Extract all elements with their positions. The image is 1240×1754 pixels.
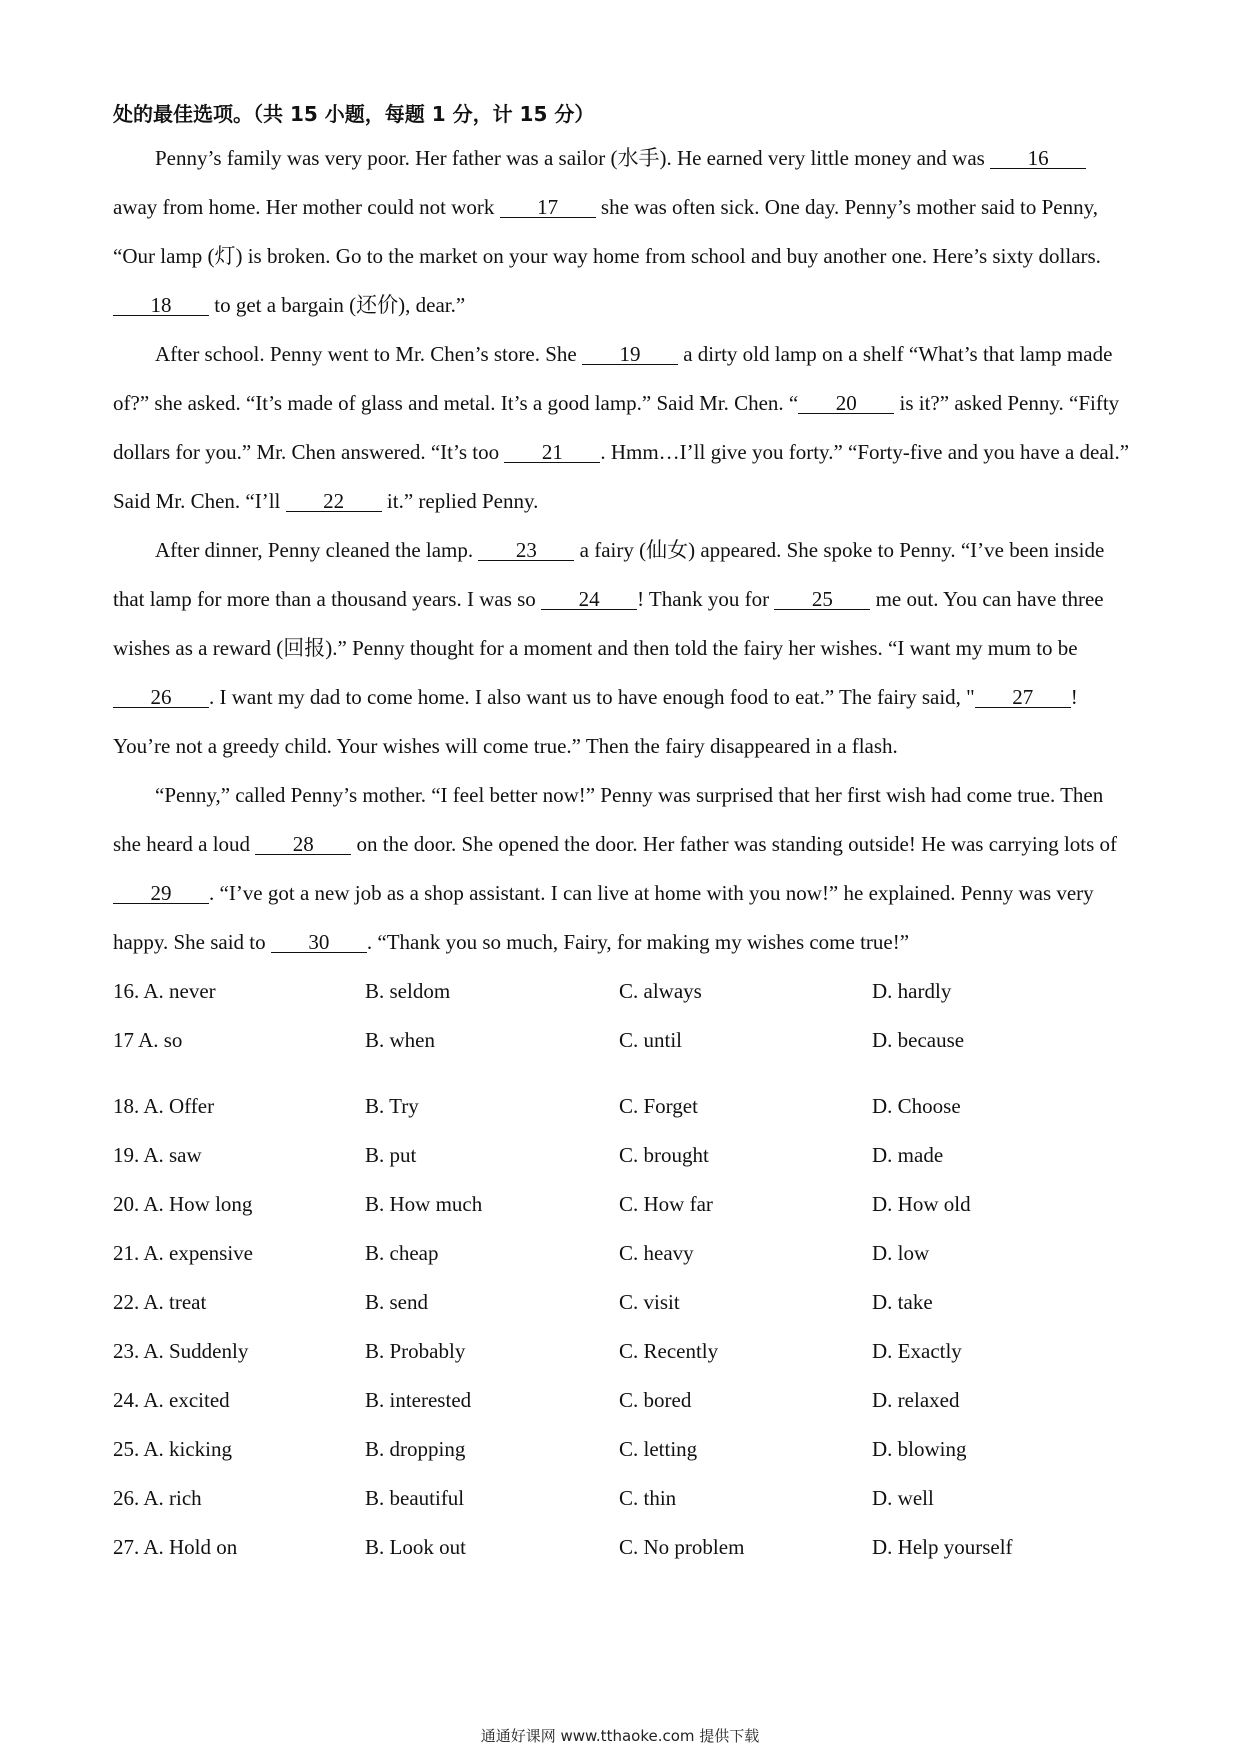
option-b: B. cheap xyxy=(365,1241,439,1265)
question-row-24 xyxy=(113,1376,1133,1425)
option-a: 20. A. How long xyxy=(113,1192,253,1216)
option-d: D. take xyxy=(872,1290,933,1314)
option-a: 27. A. Hold on xyxy=(113,1535,238,1559)
question-row-21 xyxy=(113,1229,1133,1278)
passage-text: me out. You can have three wishes as a reward (回报).” Penny thought for a moment and then told the fairy her wishes. “I want my mum to be xyxy=(113,587,1104,660)
option-c: C. heavy xyxy=(619,1241,694,1265)
option-b: B. beautiful xyxy=(365,1486,465,1510)
option-c: C. brought xyxy=(619,1143,709,1167)
answer-options xyxy=(113,967,1133,1572)
passage-text: away from home. Her mother could not work xyxy=(113,195,500,219)
question-row-27 xyxy=(113,1523,1133,1572)
option-a: 24. A. excited xyxy=(113,1388,230,1412)
option-b: B. dropping xyxy=(365,1437,466,1461)
option-b: B. seldom xyxy=(365,979,451,1003)
passage-text: ! You’re not a greedy child. Your wishes will come true.” Then the fairy disappeared in a flash. xyxy=(113,685,1078,758)
option-b: B. interested xyxy=(365,1388,472,1412)
question-row-23 xyxy=(113,1327,1133,1376)
option-b: B. send xyxy=(365,1290,428,1314)
question-row-16 xyxy=(113,967,1133,1016)
cloze-passage xyxy=(113,134,1133,967)
passage-paragraph-2 xyxy=(113,330,1133,526)
passage-text: a dirty old lamp on a shelf “What’s that lamp made of?” she asked. “It’s made of glass and metal. It’s a good lamp.” Said Mr. Chen. “ xyxy=(113,342,1113,415)
blank-29: 29 xyxy=(113,883,209,904)
option-c: C. thin xyxy=(619,1486,677,1510)
passage-text: is it?” asked Penny. “Fifty dollars for you.” Mr. Chen answered. “It’s too xyxy=(113,391,1120,464)
option-a: 18. A. Offer xyxy=(113,1094,215,1118)
option-b: B. Probably xyxy=(365,1339,466,1363)
passage-text: to get a bargain (还价), dear.” xyxy=(209,293,466,317)
passage-text: After school. Penny went to Mr. Chen’s store. She xyxy=(155,342,582,366)
blank-16: 16 xyxy=(990,148,1086,169)
option-a: 23. A. Suddenly xyxy=(113,1339,249,1363)
blank-18: 18 xyxy=(113,295,209,316)
option-c: C. Forget xyxy=(619,1094,698,1118)
passage-text: a fairy (仙女) appeared. She spoke to Penny. “I’ve been inside that lamp for more than a thousand years. I was so xyxy=(113,538,1105,611)
passage-text: it.” replied Penny. xyxy=(381,489,539,513)
question-row-18 xyxy=(113,1082,1133,1131)
passage-text: ! Thank you for xyxy=(637,587,775,611)
passage-paragraph-3 xyxy=(113,526,1133,771)
question-row-22 xyxy=(113,1278,1133,1327)
blank-28: 28 xyxy=(255,834,351,855)
section-heading: 处的最佳选项。（共 15 小题，每题 1 分，计 15 分） xyxy=(113,102,595,126)
blank-17: 17 xyxy=(500,197,596,218)
option-a: 25. A. kicking xyxy=(113,1437,232,1461)
option-b: B. Try xyxy=(365,1094,419,1118)
blank-27: 27 xyxy=(975,687,1071,708)
option-d: D. blowing xyxy=(872,1437,967,1461)
page-content xyxy=(113,96,1133,1572)
question-row-17 xyxy=(113,1016,1133,1082)
passage-text: on the door. She opened the door. Her father was standing outside! He was carrying lots of xyxy=(351,832,1118,856)
passage-text: she was often sick. One day. Penny’s mother said to Penny, “Our lamp (灯) is broken. Go to the market on your way home from school and buy another one. Here’s sixty dollars. xyxy=(113,195,1101,268)
blank-19: 19 xyxy=(582,344,678,365)
passage-text: . I want my dad to come home. I also want us to have enough food to eat.” The fairy said, " xyxy=(209,685,975,709)
option-c: C. visit xyxy=(619,1290,680,1314)
passage-paragraph-1 xyxy=(113,134,1133,330)
option-d: D. well xyxy=(872,1486,934,1510)
option-a: 17 A. so xyxy=(113,1028,183,1052)
blank-21: 21 xyxy=(504,442,600,463)
option-d: D. Help yourself xyxy=(872,1535,1013,1559)
blank-30: 30 xyxy=(271,932,367,953)
blank-25: 25 xyxy=(774,589,870,610)
option-d: D. hardly xyxy=(872,979,952,1003)
passage-text: . Hmm…I’ll give you forty.” “Forty-five and you have a deal.” Said Mr. Chen. “I’ll xyxy=(113,440,1130,513)
option-b: B. when xyxy=(365,1028,435,1052)
option-d: D. because xyxy=(872,1028,965,1052)
blank-26: 26 xyxy=(113,687,209,708)
option-a: 26. A. rich xyxy=(113,1486,202,1510)
question-row-25 xyxy=(113,1425,1133,1474)
passage-text: . “I’ve got a new job as a shop assistant. I can live at home with you now!” he explained. Penny was very happy. She said to xyxy=(113,881,1094,954)
blank-23: 23 xyxy=(478,540,574,561)
blank-20: 20 xyxy=(798,393,894,414)
passage-paragraph-4 xyxy=(113,771,1133,967)
option-c: C. How far xyxy=(619,1192,713,1216)
option-d: D. Exactly xyxy=(872,1339,962,1363)
option-a: 21. A. expensive xyxy=(113,1241,253,1265)
question-row-20 xyxy=(113,1180,1133,1229)
passage-text: “Penny,” called Penny’s mother. “I feel better now!” Penny was surprised that her first wish had come true. Then she heard a loud xyxy=(113,783,1104,856)
option-c: C. No problem xyxy=(619,1535,745,1559)
option-a: 19. A. saw xyxy=(113,1143,202,1167)
option-b: B. put xyxy=(365,1143,417,1167)
question-row-26 xyxy=(113,1474,1133,1523)
option-d: D. How old xyxy=(872,1192,971,1216)
option-c: C. bored xyxy=(619,1388,692,1412)
option-d: D. Choose xyxy=(872,1094,961,1118)
question-row-19 xyxy=(113,1131,1133,1180)
page-footer: 通通好课网 www.tthaoke.com 提供下载 xyxy=(480,1727,760,1745)
blank-22: 22 xyxy=(286,491,382,512)
option-b: B. Look out xyxy=(365,1535,466,1559)
passage-text: After dinner, Penny cleaned the lamp. xyxy=(155,538,479,562)
option-c: C. until xyxy=(619,1028,683,1052)
option-a: 22. A. treat xyxy=(113,1290,207,1314)
passage-text: . “Thank you so much, Fairy, for making my wishes come true!” xyxy=(366,930,910,954)
passage-text: Penny’s family was very poor. Her father was a sailor (水手). He earned very little money and was xyxy=(155,146,991,170)
option-c: C. Recently xyxy=(619,1339,719,1363)
option-c: C. letting xyxy=(619,1437,698,1461)
option-d: D. relaxed xyxy=(872,1388,960,1412)
option-b: B. How much xyxy=(365,1192,483,1216)
option-d: D. low xyxy=(872,1241,930,1265)
option-c: C. always xyxy=(619,979,702,1003)
blank-24: 24 xyxy=(541,589,637,610)
option-d: D. made xyxy=(872,1143,944,1167)
option-a: 16. A. never xyxy=(113,979,216,1003)
